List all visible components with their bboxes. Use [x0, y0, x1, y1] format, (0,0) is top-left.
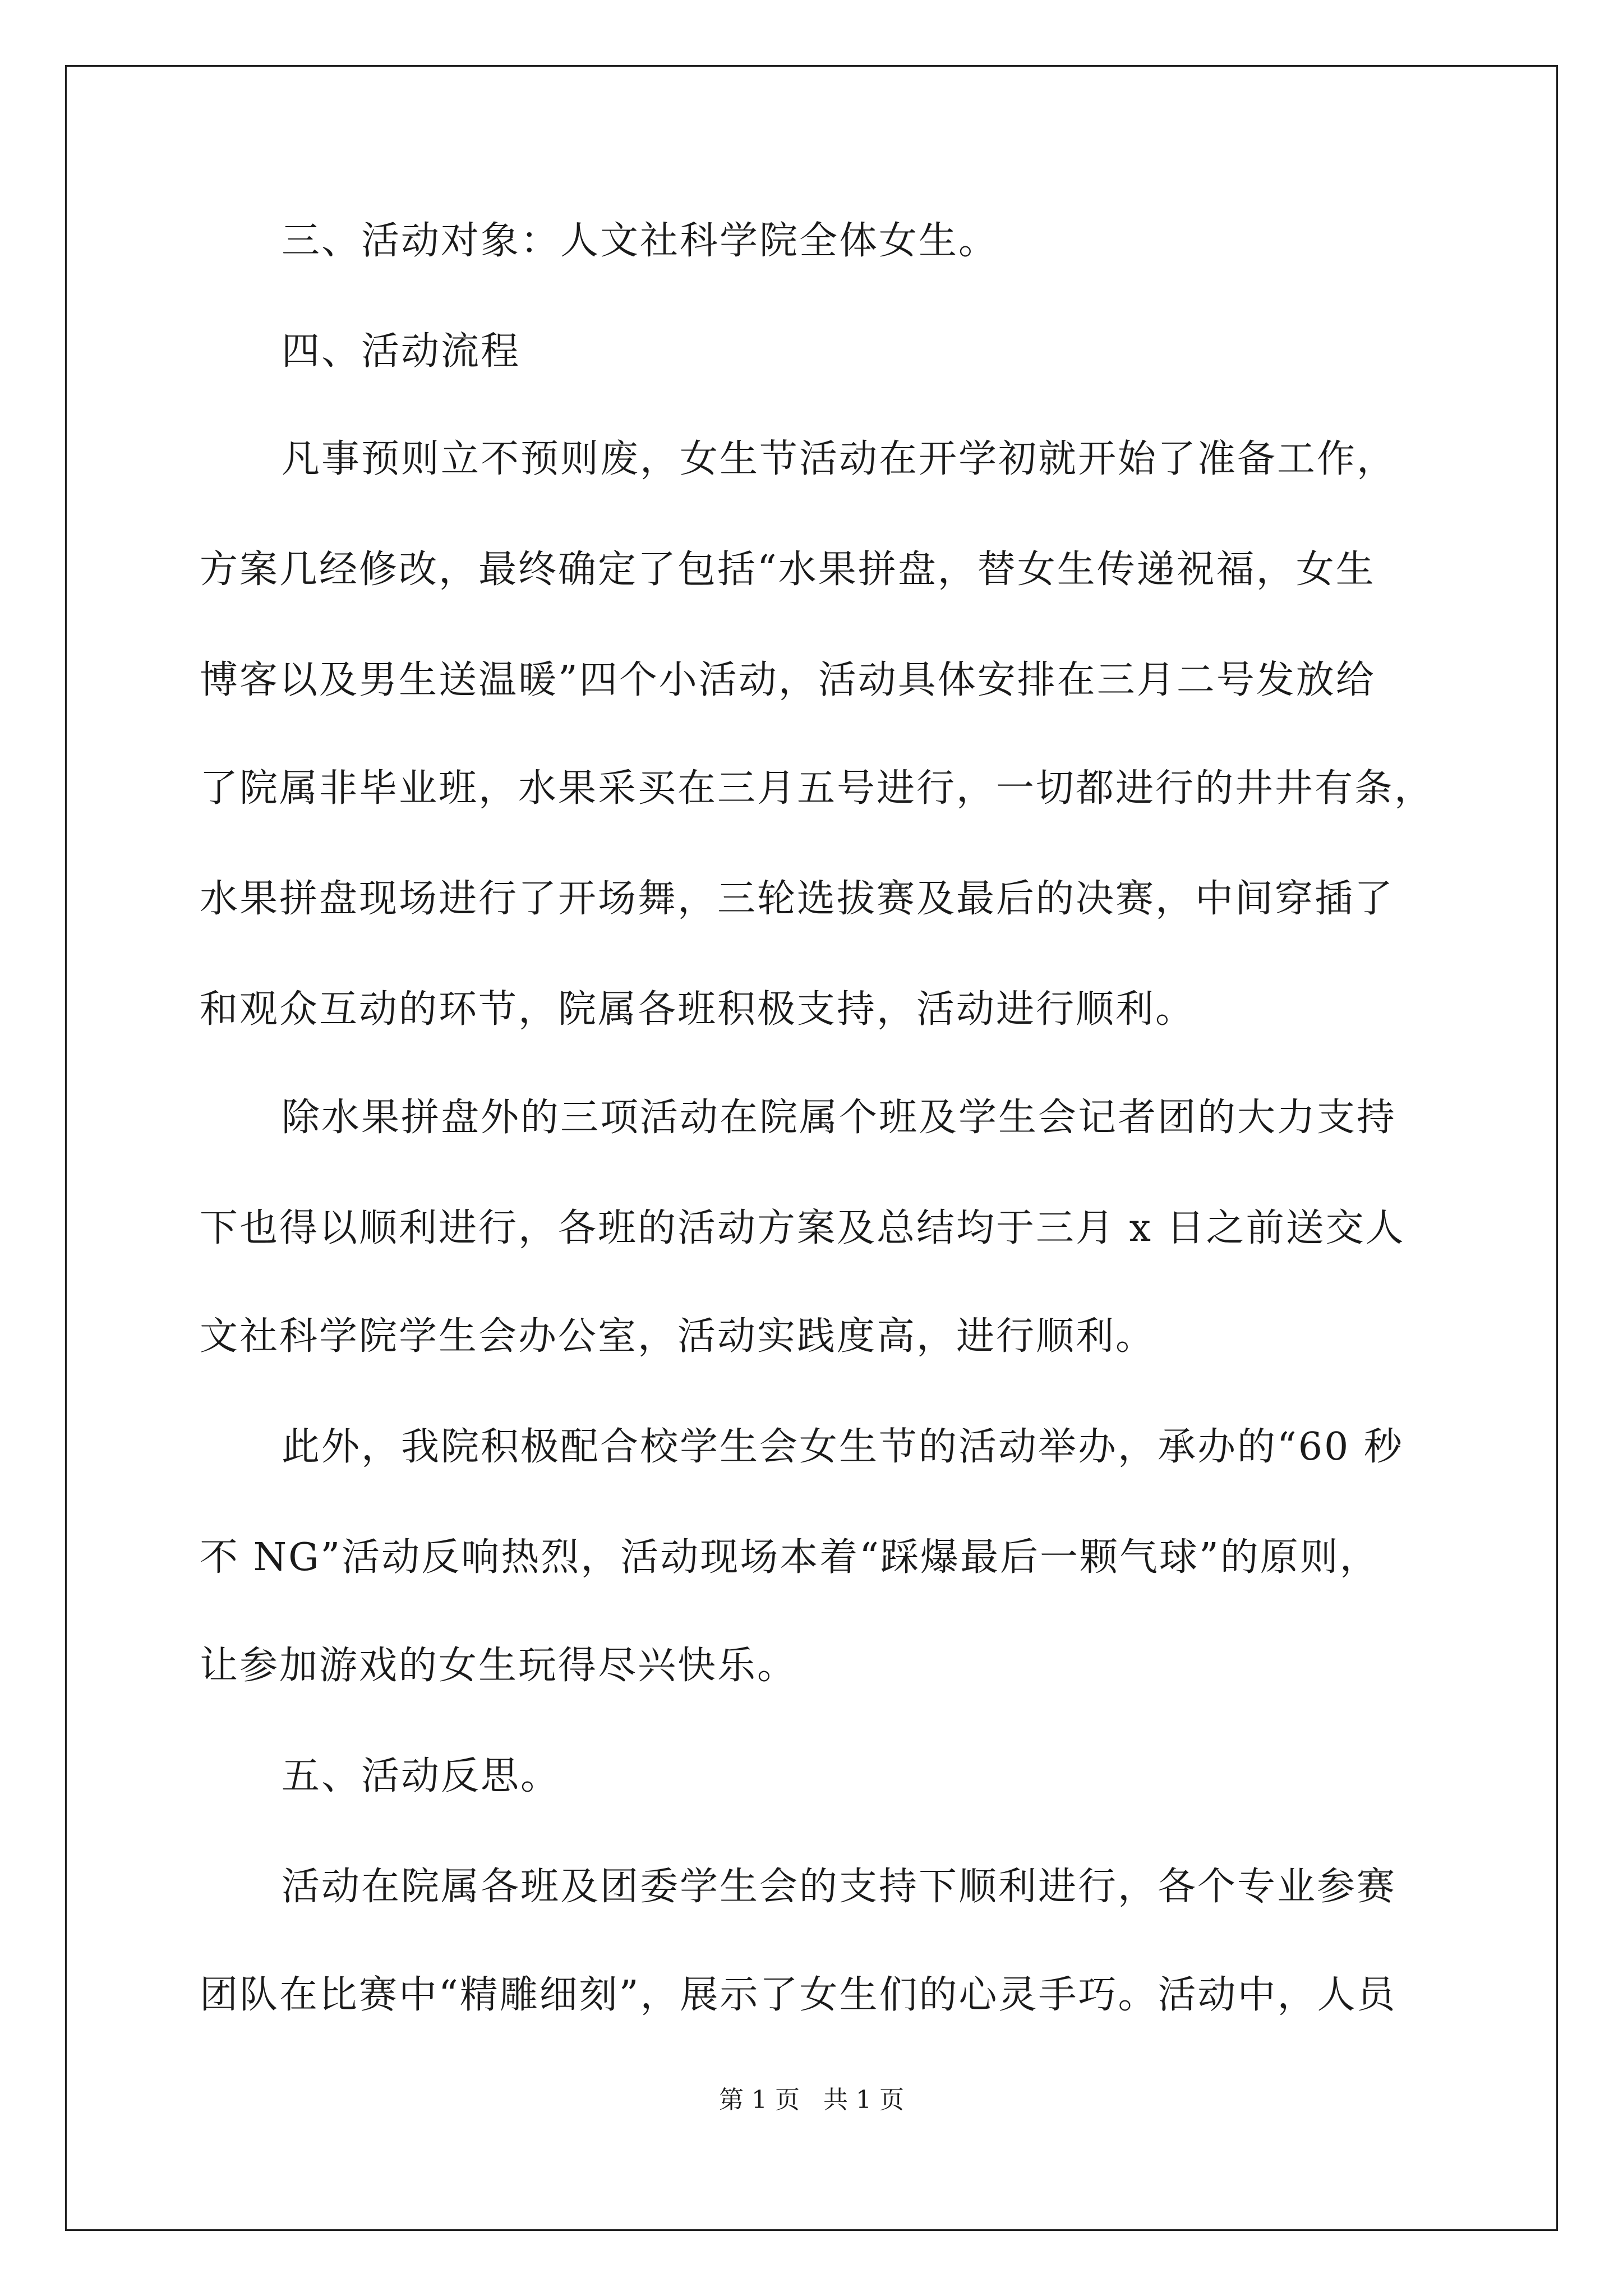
paragraph-line: 让参加游戏的女生玩得尽兴快乐。 — [200, 1644, 797, 1688]
paragraph-line: 水果拼盘现场进行了开场舞，三轮选拔赛及最后的决赛，中间穿插了 — [200, 877, 1395, 921]
heading-activity-reflection: 五、活动反思。 — [282, 1754, 561, 1798]
paragraph-line: 下也得以顺利进行，各班的活动方案及总结均于三月 x 日之前送交人 — [200, 1206, 1405, 1250]
paragraph-line: 此外，我院积极配合校学生会女生节的活动举办，承办的“60 秒 — [282, 1425, 1404, 1469]
paragraph-line: 活动在院属各班及团委学生会的支持下顺利进行，各个专业参赛 — [282, 1865, 1397, 1909]
heading-activity-process: 四、活动流程 — [282, 329, 521, 374]
page-footer: 第 1 页 共 1 页 — [719, 2086, 904, 2114]
paragraph-line: 方案几经修改，最终确定了包括“水果拼盘，替女生传递祝福，女生 — [200, 547, 1376, 592]
heading-activity-target: 三、活动对象：人文社科学院全体女生。 — [282, 219, 999, 263]
paragraph-line: 凡事预则立不预则废，女生节活动在开学初就开始了准备工作， — [282, 437, 1397, 481]
paragraph-line: 和观众互动的环节，院属各班积极支持，活动进行顺利。 — [200, 987, 1196, 1032]
paragraph-line: 除水果拼盘外的三项活动在院属个班及学生会记者团的大力支持 — [282, 1096, 1397, 1140]
paragraph-line: 文社科学院学生会办公室，活动实践度高，进行顺利。 — [200, 1314, 1156, 1359]
paragraph-line: 团队在比赛中“精雕细刻”，展示了女生们的心灵手巧。活动中，人员 — [200, 1973, 1397, 2017]
paragraph-line: 博客以及男生送温暖”四个小活动，活动具体安排在三月二号发放给 — [200, 658, 1376, 702]
paragraph-line: 不 NG”活动反响热烈，活动现场本着“踩爆最后一颗气球”的原则， — [200, 1535, 1380, 1580]
paragraph-line: 了院属非毕业班，水果采买在三月五号进行，一切都进行的井井有条， — [200, 766, 1435, 811]
